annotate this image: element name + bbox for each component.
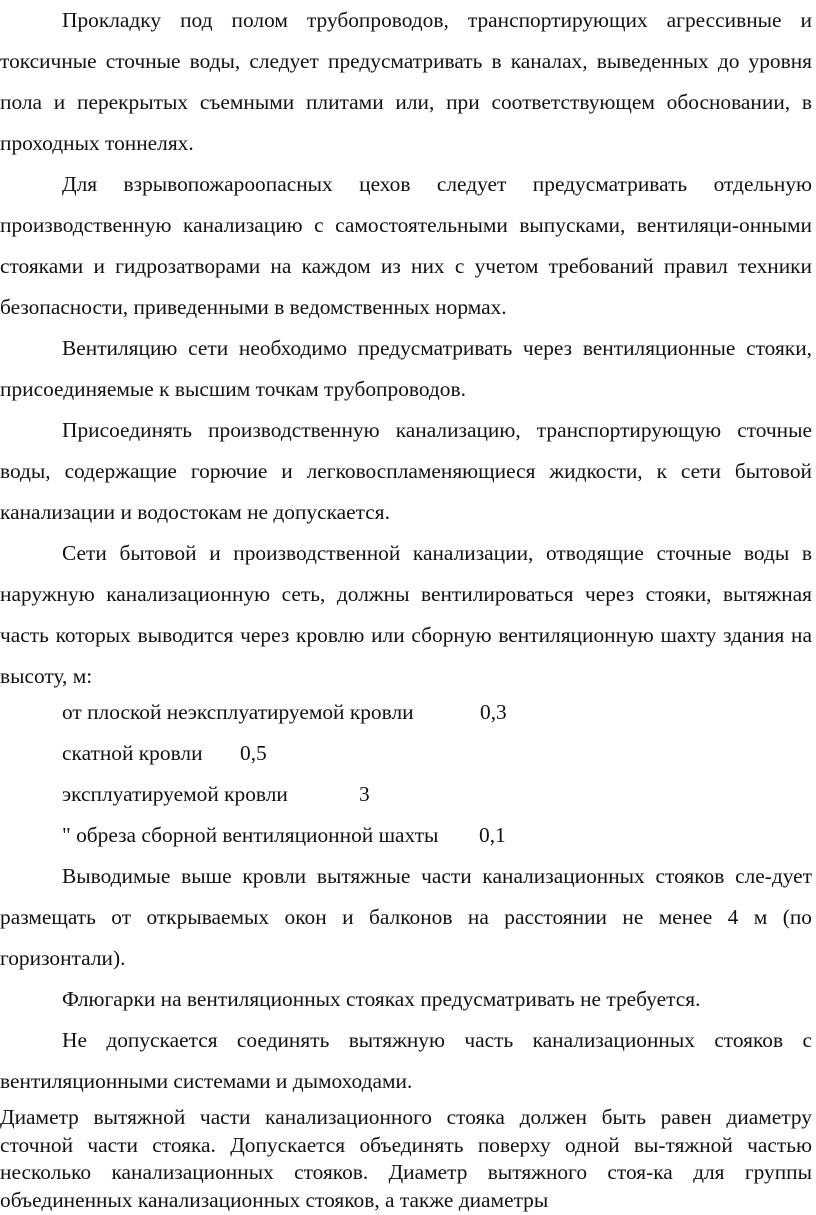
height-item-label: " обреза сборной вентиляционной шахты [62, 823, 439, 847]
paragraph-connection-prohibited: Присоединять производственную канализацию, транспортирующую сточные воды, содержащие горючие и легковоспламеняющиеся жидкости, к сети бытовой канализации и водостокам не допускается. [0, 418, 812, 524]
paragraph-explosion-hazard: Для взрывопожароопасных цехов следует предусматривать отдельную производственную канализацию с самостоятельными выпусками, вентиляци-онными стояками и гидрозатворами на каждом из них с учетом требований правил техники безопасности, приведенными в ведомственных нормах. [0, 172, 812, 319]
height-item-pitched-roof [62, 733, 267, 774]
height-item-label: скатной кровли [62, 741, 203, 765]
paragraph-trench-pipes: Прокладку под полом трубопроводов, транспортирующих агрессивные и токсичные сточные воды, следует предусматривать в каналах, выведенных до уровня пола и перекрытых съемными плитами или, при соответствующем обосновании, в проходных тоннелях. [0, 8, 812, 155]
height-item-flat-roof [62, 692, 507, 733]
height-item-label: от плоской неэксплуатируемой кровли [62, 700, 414, 724]
paragraph-network-ventilation: Вентиляцию сети необходимо предусматривать через вентиляционные стояки, присоединяемые к высшим точкам трубопроводов. [0, 336, 812, 401]
height-item-value: 0,1 [479, 823, 506, 847]
height-item-used-roof [62, 774, 370, 815]
paragraph-venting-heights: Сети бытовой и производственной канализации, отводящие сточные воды в наружную канализационную сеть, должны вентилироваться через стояки, вытяжная часть которых выводится через кровлю или сборную вентиляционную шахту здания на высоту, м: [0, 541, 812, 688]
height-item-value: 0,5 [240, 741, 267, 765]
height-item-label: эксплуатируемой кровли [62, 782, 288, 806]
height-item-shaft-cut [62, 815, 506, 856]
paragraph-weather-vanes: Флюгарки на вентиляционных стояках предусматривать не требуется. [62, 987, 701, 1011]
height-item-value: 0,3 [480, 700, 507, 724]
paragraph-vent-diameter: Диаметр вытяжной части канализационного стояка должен быть равен диаметру сточной части стояка. Допускается объединять поверху одной вы-тяжной частью несколько канализационных стояков. Диаметр вытяжного стоя-ка для группы объединенных канализационных стояков, а также диаметры [0, 1105, 812, 1212]
paragraph-no-chimney-connection: Не допускается соединять вытяжную часть канализационных стояков с вентиляционными системами и дымоходами. [0, 1028, 812, 1093]
height-item-value: 3 [359, 782, 370, 806]
paragraph-distance-windows: Выводимые выше кровли вытяжные части канализационных стояков сле-дует размещать от открываемых окон и балконов на расстоянии не менее 4 м (по горизонтали). [0, 864, 812, 970]
